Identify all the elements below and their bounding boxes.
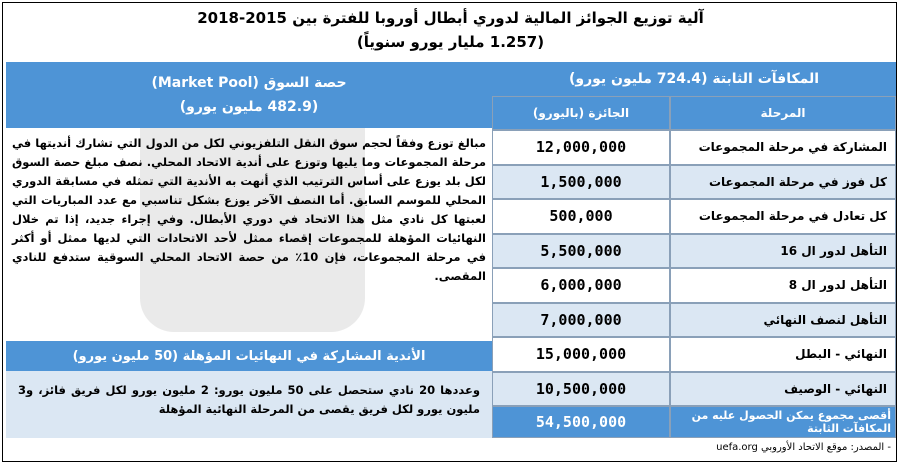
row-stage-label: التأهل لدور ال 8 xyxy=(670,268,896,303)
title-line-1: آلية توزيع الجوائز المالية لدوري أبطال أوروبا للفترة بين 2015-2018 xyxy=(197,9,704,27)
row-prize-value: 15,000,000 xyxy=(492,337,670,372)
col-header-stage: المرحلة xyxy=(670,96,896,130)
row-stage-label: التأهل لنصف النهائي xyxy=(670,303,896,338)
market-pool-header xyxy=(6,62,492,128)
row-prize-value: 1,500,000 xyxy=(492,165,670,200)
source-note: - المصدر: موقع الاتحاد الأوروبي uefa.org xyxy=(716,442,891,453)
row-stage-label: كل فوز في مرحلة المجموعات xyxy=(670,165,896,200)
row-prize-value: 500,000 xyxy=(492,199,670,234)
col-header-prize: الجائزة (باليورو) xyxy=(492,96,670,130)
qualifiers-header: الأندية المشاركة في النهائيات المؤهلة (50 مليون يورو) xyxy=(6,341,492,371)
row-stage-label: النهائي - البطل xyxy=(670,337,896,372)
row-prize-value: 12,000,000 xyxy=(492,130,670,165)
title-line-2: (1.257 مليار يورو سنوياً) xyxy=(356,33,545,51)
market-pool-description: مبالغ توزع وفقاً لحجم سوق النقل التلفزيوني لكل من الدول التي تشارك أنديتها في مرحلة المجموعات وما يليها وتوزع على أندية الاتحاد المحلي. نصف مبلغ حصة السوق لكل بلد يوزع على أساس الترتيب الذي أنهت به الأندية التي تمثله في مسابقة الدوري المحلي للموسم السابق. أما النصف الآخر يوزع بشكل تناسبي مع عدد المباريات التي لعبتها كل نادي مثل هذا الاتحاد في دوري الأبطال. وفي إجراء جديد، إذا تم خلال النهائيات المؤهلة للمجموعات إقصاء ممثل لأحد الاتحادات التي لديها ممثل أو أكثر في مرحلة المجموعات، فإن 10٪ من حصة الاتحاد المحلي السوقية ستدفع للنادي المقصى. xyxy=(12,136,486,283)
market-pool-amount: (482.9 مليون يورو) xyxy=(179,99,319,115)
row-stage-label: المشاركة في مرحلة المجموعات xyxy=(670,130,896,165)
row-prize-value: 6,000,000 xyxy=(492,268,670,303)
fixed-rewards-header: المكافآت الثابتة (724.4 مليون يورو) xyxy=(492,62,896,96)
row-stage-label: النهائي - الوصيف xyxy=(670,372,896,407)
row-stage-label: كل تعادل في مرحلة المجموعات xyxy=(670,199,896,234)
row-prize-value: 5,500,000 xyxy=(492,234,670,269)
qualifiers-description: وعددها 20 نادي ستحصل على 50 مليون يورو: 2 مليون يورو لكل فريق فائز، و3 مليون يورو لكل فريق يقصى من المرحلة النهائية المؤهلة xyxy=(6,371,492,438)
row-prize-value: 10,500,000 xyxy=(492,372,670,407)
market-pool-title: حصة السوق (Market Pool) xyxy=(151,75,347,91)
row-stage-label: التأهل لدور ال 16 xyxy=(670,234,896,269)
row-prize-value: 7,000,000 xyxy=(492,303,670,338)
max-total-label: أقصى مجموع يمكن الحصول عليه من المكافآت الثابتة xyxy=(670,406,896,438)
page-title xyxy=(0,6,901,54)
max-total-value: 54,500,000 xyxy=(492,406,670,438)
